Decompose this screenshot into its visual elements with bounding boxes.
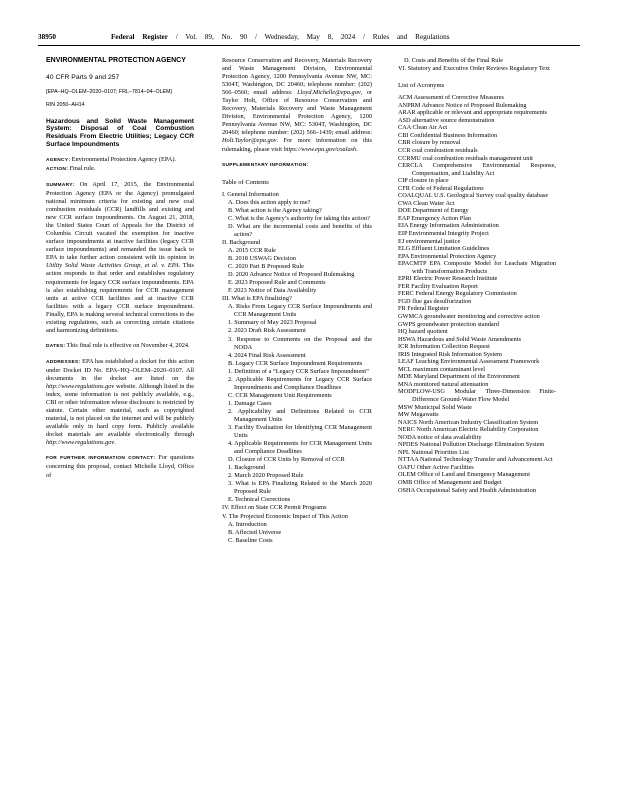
acronym-entry: ASD alternative source demonstration bbox=[398, 116, 495, 124]
acronym-entry: NTTAA National Technology Transfer and Advancement Act bbox=[398, 456, 553, 464]
running-head bbox=[111, 33, 450, 41]
toc-entry: C. What is the Agency’s authority for taking this action? bbox=[228, 214, 370, 222]
acronym-entry: FGD flue gas desulfurization bbox=[398, 297, 472, 305]
acronym-entry: CERCLA Comprehensive Environmental Response, Compensation, and Liability Act bbox=[398, 162, 556, 177]
page-number: 38950 bbox=[38, 33, 56, 41]
email-link-holt[interactable]: Holt.Taylor@epa.gov bbox=[222, 137, 277, 145]
acronym-entry: EAP Emergency Action Plan bbox=[398, 214, 471, 222]
toc-entry: 2. 2023 Draft Risk Assessment bbox=[228, 327, 306, 335]
toc-title: Table of Contents bbox=[222, 178, 269, 186]
toc-entry: 3. Response to Comments on the Proposal and the NODA bbox=[228, 335, 372, 351]
acronym-entry: ELG Effluent Limitation Guidelines bbox=[398, 245, 490, 253]
summary-label: SUMMARY bbox=[46, 182, 73, 188]
acronym-entry: OMB Office of Management and Budget bbox=[398, 479, 502, 487]
toc-entry: E. Technical Corrections bbox=[228, 496, 291, 504]
document-title: Hazardous and Solid Waste Management System: Disposal of Coal Combustion Residuals From Electric Utilities; Legacy CCR Surface Impoundments bbox=[46, 117, 194, 149]
acronym-entry: MDE Maryland Department of the Environment bbox=[398, 373, 520, 381]
toc-entry: 2. Applicability and Definitions Related to CCR Management Units bbox=[228, 407, 372, 423]
column-2 bbox=[222, 57, 372, 545]
table-of-contents bbox=[222, 191, 372, 545]
summary-section bbox=[46, 181, 194, 335]
acronym-entry: ACM Assessment of Corrective Measures bbox=[398, 94, 504, 102]
toc-entry: B. 2018 USWAG Decision bbox=[228, 255, 296, 263]
acronym-entry: EIA Energy Information Administration bbox=[398, 222, 499, 230]
acronym-entry: IRIS Integrated Risk Information System bbox=[398, 350, 502, 358]
toc-entry: IV. Effect on State CCR Permit Programs bbox=[222, 504, 327, 512]
acronym-entry: CCRMU coal combustion residuals management unit bbox=[398, 154, 533, 162]
rin-number: RIN 2050–AH14 bbox=[46, 101, 85, 108]
contact-text-4: . bbox=[356, 145, 358, 153]
header-rule bbox=[38, 45, 580, 46]
toc-entry: C. Baseline Costs bbox=[228, 536, 273, 544]
publication-name: Federal Register bbox=[111, 33, 168, 41]
acronym-entry: NPL National Priorities List bbox=[398, 448, 469, 456]
summary-text-1: : On April 17, 2015, the Environmental Protection Agency (EPA or the Agency) promulgated national minimum criteria for existing and new coal combustion residuals (CCR) landfills and existing and new CCR surface impoundments. On August 21, 2018, the United States Court of Appeals for the District of Columbia Circuit vacated the exemption for inactive surface impoundments at inactive facilities (legacy CCR surface impoundments) and remanded the issue back to EPA to take further action consistent with its opinion in bbox=[46, 180, 194, 262]
docket-number: [EPA–HQ–OLEM–2020–0107; FRL–7814–04–OLEM] bbox=[46, 89, 172, 96]
page-header bbox=[38, 33, 578, 45]
toc-entry: 1. Background bbox=[228, 464, 266, 472]
toc-entry: 4. 2024 Final Risk Assessment bbox=[228, 351, 306, 359]
addresses-section bbox=[46, 358, 194, 448]
summary-text-2: . This action responds to that order and establishes regulatory requirements for legacy CCR surface impoundments. EPA is also establishing requirements for CCR management units at active CCR facilities and at inactive CCR facilities with a legacy CCR surface impoundment. Finally, EPA is making several technical corrections to the existing regulations, such as correcting certain citations and harmonizing definitions. bbox=[46, 262, 194, 334]
toc-entry: VI. Statutory and Executive Order Reviews Regulatory Text bbox=[398, 65, 550, 73]
toc-entry: 2. Applicable Requirements for Legacy CCR Surface Impoundments and Compliance Deadlines bbox=[228, 375, 372, 391]
toc-entry: 1. Damage Cases bbox=[228, 399, 272, 407]
acronym-entry: MW Megawatts bbox=[398, 411, 439, 419]
acronym-entry: CCR coal combustion residuals bbox=[398, 146, 478, 154]
contact-text-2: , or Taylor Holt, Office of Resource Conservation and Recovery, Materials Recovery and Waste Management Division, Environmental Protection Agency, 1200 Pennsylvania Avenue NW, MC: 5304T, Washington, DC 20460; telephone number: (202) 566–1439; email address: bbox=[222, 89, 372, 137]
toc-entry: 3. What is EPA Finalizing Related to the March 2020 Proposed Rule bbox=[228, 480, 372, 496]
column-3 bbox=[398, 57, 556, 494]
toc-entry: 3. Facility Evaluation for Identifying CCR Management Units bbox=[228, 424, 372, 440]
acronym-entry: HSWA Hazardous and Solid Waste Amendments bbox=[398, 335, 522, 343]
further-info-label: FOR FURTHER INFORMATION CONTACT bbox=[46, 456, 154, 462]
dates-text: : This final rule is effective on November 4, 2024. bbox=[63, 341, 190, 349]
acronym-entry: DOE Department of Energy bbox=[398, 207, 469, 215]
acronym-entry: CFR Code of Federal Regulations bbox=[398, 184, 484, 192]
acronym-list bbox=[398, 94, 556, 494]
acronym-entry: OSHA Occupational Safety and Health Administration bbox=[398, 486, 536, 494]
toc-entry: I. General Information bbox=[222, 190, 279, 198]
acronym-entry: EIP Environmental Integrity Project bbox=[398, 229, 489, 237]
supplementary-colon: : bbox=[306, 160, 309, 168]
acronym-entry: CBI Confidential Business Information bbox=[398, 131, 498, 139]
toc-entry: B. Legacy CCR Surface Impoundment Requirements bbox=[228, 359, 363, 367]
further-info-text: : For questions concerning this proposal, contact Michelle Lloyd, Office of bbox=[46, 454, 195, 479]
acronym-entry: HQ hazard quotient bbox=[398, 328, 448, 336]
acronym-entry: EPACMTP EPA Composite Model for Leachate Migration with Transformation Products bbox=[398, 260, 556, 275]
acronym-entry: ARAR applicable or relevant and appropriate requirements bbox=[398, 109, 547, 117]
acronym-entry: CBR closure by removal bbox=[398, 139, 461, 147]
acronym-entry: EPA Environmental Protection Agency bbox=[398, 252, 497, 260]
acronym-entry: COALQUAL U.S. Geological Survey coal quality database bbox=[398, 192, 549, 200]
acronym-entry: FERC Federal Energy Regulatory Commission bbox=[398, 290, 517, 298]
toc-entry: D. What are the incremental costs and benefits of this action? bbox=[228, 222, 372, 238]
dates-label: DATES bbox=[46, 343, 64, 349]
acronym-entry: MODFLOW-USG Modular Three-Dimension Finite-Difference Ground-Water Flow Model bbox=[398, 388, 556, 404]
toc-entry: D. 2020 Advance Notice of Proposed Rulemaking bbox=[228, 271, 355, 279]
acronym-entry: NAICS North American Industry Classification System bbox=[398, 418, 539, 426]
column-1 bbox=[46, 57, 194, 480]
acronym-entry: NODA notice of data availability bbox=[398, 433, 482, 441]
acronym-entry: NPDES National Pollution Discharge Elimination System bbox=[398, 441, 545, 449]
acronym-entry: MSW Municipal Solid Waste bbox=[398, 403, 472, 411]
toc-entry: D. Closure of CCR Units by Removal of CCR bbox=[228, 456, 345, 464]
action-section bbox=[46, 165, 194, 174]
email-link-lloyd[interactable]: Lloyd.Michelle@epa.gov bbox=[297, 89, 361, 97]
regulations-link-2[interactable]: http://www.regulations.gov bbox=[46, 439, 115, 447]
agency-label: AGENCY bbox=[46, 157, 69, 163]
contact-text-1: Resource Conservation and Recovery, Materials Recovery and Waste Management Division, Environmental Protection Agency, 1200 Pennsylvania Avenue NW, MC: 5304T, Washington, DC 20460; telephone number: (202) 566–0560; email address: bbox=[222, 57, 372, 97]
further-info-section bbox=[46, 454, 194, 479]
toc-entry: V. The Projected Economic Impact of This Action bbox=[222, 512, 348, 520]
toc-entry: C. 2020 Part B Proposed Rule bbox=[228, 263, 304, 271]
table-of-contents-continued bbox=[398, 57, 556, 73]
acronym-entry: CWA Clean Water Act bbox=[398, 199, 455, 207]
toc-entry: A. Introduction bbox=[228, 520, 267, 528]
agency-heading: ENVIRONMENTAL PROTECTION AGENCY bbox=[46, 57, 186, 64]
regulations-link[interactable]: http://www.regulations.gov bbox=[46, 383, 115, 391]
agency-text: : Environmental Protection Agency (EPA). bbox=[68, 155, 176, 163]
toc-entry: B. What action is the Agency taking? bbox=[228, 206, 322, 214]
toc-entry: F. 2023 Notice of Data Availability bbox=[228, 287, 317, 295]
addresses-text-2: website. Although listed in the index, some information is not publicly available, e.g., CBI or other information whose disclosure is restricted by statute. Certain other material, such as copyrighted material, is not placed on the internet and will be publicly available only in hard copy form. Publicly available docket materials are available electronically through bbox=[46, 383, 194, 439]
acronym-entry: LEAF Leaching Environmental Assessment Framework bbox=[398, 358, 540, 366]
toc-entry: A. 2015 CCR Rule bbox=[228, 246, 276, 254]
acronym-entry: GWPS groundwater protection standard bbox=[398, 320, 499, 328]
coalash-link[interactable]: https://www.epa.gov/coalash bbox=[283, 145, 357, 153]
toc-entry: 4. Applicable Requirements for CCR Management Units and Compliance Deadlines bbox=[228, 440, 372, 456]
supplementary-label: SUPPLEMENTARY INFORMATION bbox=[222, 162, 307, 168]
acronym-entry: CAA Clean Air Act bbox=[398, 124, 448, 132]
toc-entry: C. CCR Management Unit Requirements bbox=[228, 391, 332, 399]
toc-entry: A. Does this action apply to me? bbox=[228, 198, 311, 206]
toc-entry: B. Affected Universe bbox=[228, 528, 282, 536]
acronym-entry: ANPRM Advance Notice of Proposed Rulemaking bbox=[398, 101, 527, 109]
contact-paragraph bbox=[222, 57, 372, 154]
acronym-entry: OLEM Office of Land and Emergency Management bbox=[398, 471, 530, 479]
toc-entry: 1. Definition of a “Legacy CCR Surface Impoundment” bbox=[228, 367, 369, 375]
toc-entry: A. Risks From Legacy CCR Surface Impoundments and CCR Management Units bbox=[228, 303, 372, 319]
toc-entry: D. Costs and Benefits of the Final Rule bbox=[404, 57, 503, 64]
agency-section bbox=[46, 156, 194, 165]
addresses-label: ADDRESSES bbox=[46, 359, 79, 365]
dates-section bbox=[46, 342, 194, 351]
cfr-parts: 40 CFR Parts 9 and 257 bbox=[46, 74, 120, 81]
contact-text-3: . For more information on this rulemaking, please visit bbox=[222, 137, 372, 153]
acronym-entry: EJ environmental justice bbox=[398, 237, 461, 245]
acronym-entry: FER Facility Evaluation Report bbox=[398, 282, 478, 290]
acronym-entry: OAFU Other Active Facilities bbox=[398, 463, 474, 471]
toc-entry: III. What is EPA finalizing? bbox=[222, 295, 292, 303]
acronym-entry: MNA monitored natural attenuation bbox=[398, 380, 489, 388]
addresses-text-1: : EPA has established a docket for this action under Docket ID No. EPA–HQ–OLEM–2020–0107. All documents in the docket are listed on the bbox=[46, 357, 194, 382]
toc-entry: II. Background bbox=[222, 238, 261, 246]
acronym-entry: GWMCA groundwater monitoring and corrective action bbox=[398, 313, 540, 320]
issue-info: / Vol. 89, No. 90 / Wednesday, May 8, 2024 / Rules and Regulations bbox=[175, 33, 450, 41]
acronym-entry: EPRI Electric Power Research Institute bbox=[398, 275, 498, 283]
toc-entry: 1. Summary of May 2023 Proposal bbox=[228, 319, 317, 327]
acronym-entry: CIP closure in place bbox=[398, 177, 449, 185]
case-citation: Utility Solid Waste Activities Group, et al. v. EPA bbox=[46, 262, 179, 270]
acronym-entry: FR Federal Register bbox=[398, 305, 449, 313]
toc-entry: 2. March 2020 Proposed Rule bbox=[228, 472, 304, 480]
supplementary-heading bbox=[222, 161, 372, 170]
acronym-entry: MCL maximum contaminant level bbox=[398, 365, 486, 373]
acronyms-title: List of Acronyms bbox=[398, 82, 445, 90]
addresses-text-3: . bbox=[114, 439, 116, 447]
action-label: ACTION bbox=[46, 166, 67, 172]
toc-entry: E. 2023 Proposed Rule and Comments bbox=[228, 279, 326, 287]
acronym-entry: NERC North American Electric Reliability Corporation bbox=[398, 426, 539, 434]
acronym-entry: ICR Information Collection Request bbox=[398, 343, 490, 351]
action-text: : Final rule. bbox=[66, 164, 96, 172]
